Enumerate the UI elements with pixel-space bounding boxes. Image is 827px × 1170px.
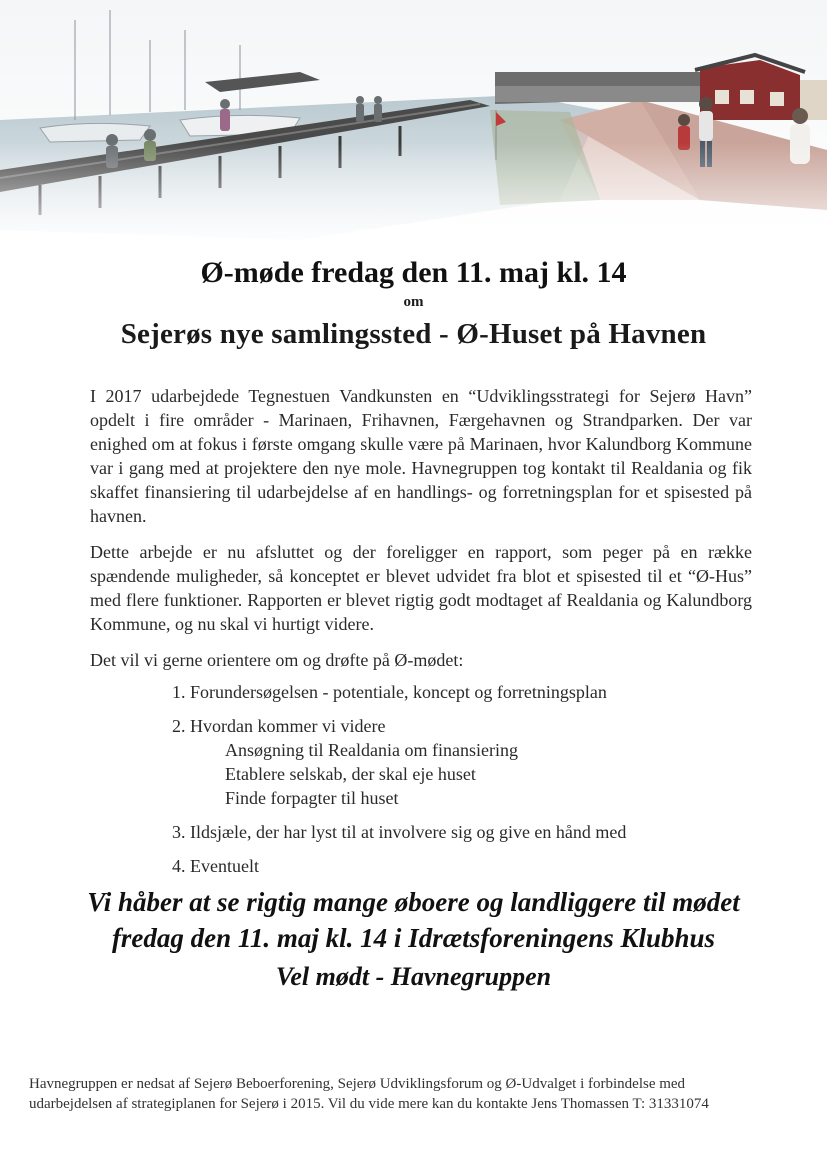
agenda-item-1: 1. Forundersøgelsen - potentiale, koncept og forretningsplan <box>172 682 607 702</box>
agenda-list <box>172 680 772 888</box>
page-title: Ø-møde fredag den 11. maj kl. 14 <box>200 256 627 289</box>
footer-note <box>29 1074 799 1114</box>
paragraph-status: Dette arbejde er nu afsluttet og der foreligger en rapport, som peger på en række spændende muligheder, så konceptet er blevet udvidet fra blot et spisested til et “Ø-Hus” med flere funktioner. Rapporten er blevet rigtig godt modtaget af Realdania og Kalundborg Kommune, og nu skal vi hurtigt videre. <box>90 542 752 634</box>
agenda-subitem: Etablere selskab, der skal eje huset <box>225 764 476 784</box>
agenda-subitem: Finde forpagter til huset <box>225 788 399 808</box>
paragraph-agenda-intro: Det vil vi gerne orientere om og drøfte på Ø-mødet: <box>90 650 464 670</box>
agenda-item-2-label: 2. Hvordan kommer vi videre <box>172 716 386 736</box>
title-connector: om <box>403 294 424 310</box>
footer-line-2: udarbejdelsen af strategiplanen for Sejerø i 2015. Vil du vide mere kan du kontakte Jens Thomassen T: 31331074 <box>29 1096 709 1112</box>
closing-invitation <box>0 884 827 956</box>
agenda-item-3: 3. Ildsjæle, der har lyst til at involvere sig og give en hånd med <box>172 822 627 842</box>
closing-line-1: Vi håber at se rigtig mange øboere og landliggere til mødet <box>87 887 740 917</box>
closing-line-2: fredag den 11. maj kl. 14 i Idrætsforeningens Klubhus <box>111 923 716 953</box>
agenda-item-2 <box>172 714 772 810</box>
footer-line-1: Havnegruppen er nedsat af Sejerø Beboerforening, Sejerø Udviklingsforum og Ø-Udvalget i forbindelse med <box>29 1076 686 1092</box>
body-text <box>90 384 752 684</box>
page-subtitle: Sejerøs nye samlingssted - Ø-Huset på Havnen <box>120 318 707 350</box>
paragraph-background: I 2017 udarbejdede Tegnestuen Vandkunsten en “Udviklingsstrategi for Sejerø Havn” opdelt i fire områder - Marinaen, Frihavnen, Færgehavnen og Strandparken. Der var enighed om at fokus i første omgang skulle være på Marinaen, hvor Kalundborg Kommune var i gang med at projektere den nye mole. Havnegruppen tog kontakt til Realdania og fik skaffet finansiering til udarbejdelse af en handlings- og forretningsplan for et spisested på havnen. <box>90 386 752 526</box>
agenda-item-4: 4. Eventuelt <box>172 856 259 876</box>
agenda-subitem: Ansøgning til Realdania om finansiering <box>225 740 518 760</box>
signoff: Vel mødt - Havnegruppen <box>275 962 552 991</box>
harbour-banner-illustration <box>0 0 827 258</box>
